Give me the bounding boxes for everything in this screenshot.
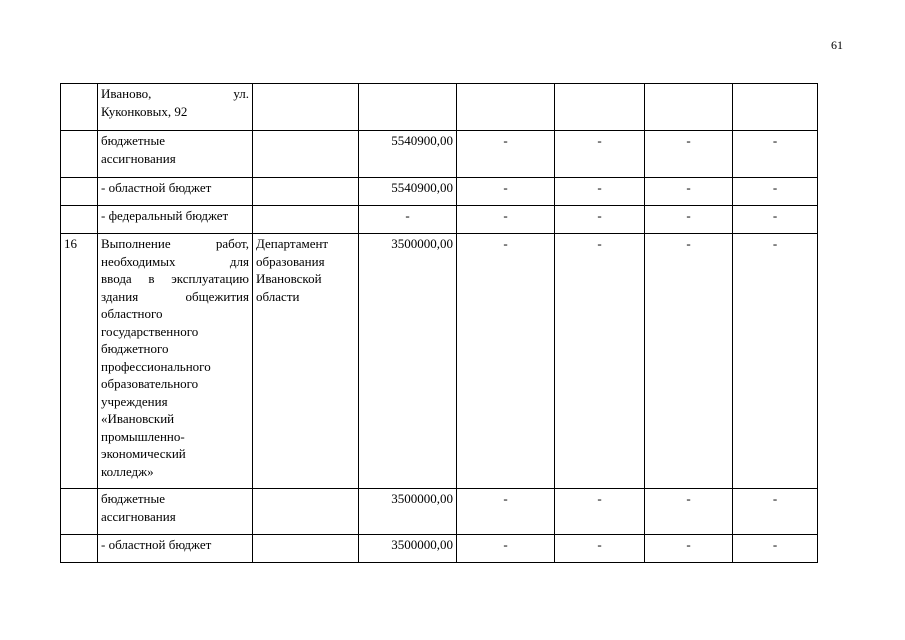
description-line: профессионального	[101, 358, 211, 374]
executor-line: образования	[256, 253, 325, 269]
description-cell	[98, 178, 253, 206]
description-cell	[98, 206, 253, 234]
description-line: ввода в эксплуатацию	[101, 271, 249, 286]
description-line: - федеральный бюджет	[101, 208, 229, 223]
year-cell: -	[645, 131, 733, 178]
table-row	[61, 131, 818, 178]
description-cell	[98, 234, 253, 489]
description-line: бюджетного	[101, 341, 169, 356]
executor-cell	[253, 206, 359, 234]
year-cell: -	[733, 178, 818, 206]
description-line: промышленно-	[101, 428, 185, 444]
description-line: - областной бюджет	[101, 180, 212, 195]
year-cell: -	[457, 178, 555, 206]
year-cell: -	[555, 489, 645, 535]
executor-cell	[253, 178, 359, 206]
row-number-cell: 16	[61, 234, 98, 489]
row-number-cell	[61, 178, 98, 206]
year-cell: -	[457, 206, 555, 234]
year-cell: -	[733, 206, 818, 234]
description-line: Иваново, ул.	[101, 86, 249, 101]
description-line: бюджетные	[101, 491, 166, 506]
table-row	[61, 84, 818, 131]
executor-cell	[253, 535, 359, 563]
amount-cell	[359, 84, 457, 131]
description-line: ассигнования	[101, 150, 176, 166]
description-line: учреждения	[101, 393, 168, 409]
executor-cell	[253, 489, 359, 535]
table-row	[61, 178, 818, 206]
description-cell	[98, 535, 253, 563]
description-line: - областной бюджет	[101, 537, 212, 552]
row-number-cell	[61, 84, 98, 131]
year-cell: -	[555, 131, 645, 178]
year-cell: -	[645, 178, 733, 206]
year-cell: -	[457, 234, 555, 489]
year-cell: -	[457, 535, 555, 563]
amount-cell: -	[359, 206, 457, 234]
amount-cell: 5540900,00	[359, 178, 457, 206]
year-cell	[555, 84, 645, 131]
executor-cell	[253, 234, 359, 489]
description-line: Выполнение работ,	[101, 236, 249, 251]
year-cell: -	[555, 234, 645, 489]
description-line: здания общежития	[101, 288, 249, 304]
row-number-cell	[61, 131, 98, 178]
year-cell: -	[555, 206, 645, 234]
description-line: областного	[101, 306, 163, 321]
year-cell	[457, 84, 555, 131]
description-line: государственного	[101, 323, 199, 339]
year-cell: -	[457, 489, 555, 535]
description-line: экономический	[101, 446, 186, 461]
year-cell	[733, 84, 818, 131]
table-row	[61, 535, 818, 563]
description-line: необходимых для	[101, 253, 249, 269]
amount-cell: 3500000,00	[359, 535, 457, 563]
description-cell	[98, 489, 253, 535]
year-cell: -	[645, 535, 733, 563]
row-number-cell	[61, 535, 98, 563]
year-cell: -	[457, 131, 555, 178]
year-cell: -	[645, 206, 733, 234]
description-line: бюджетные	[101, 133, 166, 148]
amount-cell: 5540900,00	[359, 131, 457, 178]
page-number: 61	[831, 38, 843, 52]
description-cell	[98, 84, 253, 131]
row-number-cell	[61, 489, 98, 535]
description-line: колледж»	[101, 463, 154, 479]
year-cell: -	[733, 535, 818, 563]
year-cell: -	[555, 535, 645, 563]
table-row	[61, 489, 818, 535]
executor-line: области	[256, 288, 300, 304]
budget-table	[60, 83, 818, 563]
description-cell	[98, 131, 253, 178]
amount-cell: 3500000,00	[359, 489, 457, 535]
amount-cell: 3500000,00	[359, 234, 457, 489]
description-line: «Ивановский	[101, 411, 175, 426]
executor-cell	[253, 84, 359, 131]
table-row	[61, 234, 818, 489]
year-cell: -	[555, 178, 645, 206]
executor-line: Ивановской	[256, 271, 322, 286]
year-cell: -	[733, 489, 818, 535]
description-line: образовательного	[101, 376, 199, 391]
row-number-cell	[61, 206, 98, 234]
year-cell: -	[733, 234, 818, 489]
executor-line: Департамент	[256, 236, 329, 251]
table-row	[61, 206, 818, 234]
description-line: ассигнования	[101, 508, 176, 524]
year-cell: -	[645, 489, 733, 535]
executor-cell	[253, 131, 359, 178]
year-cell: -	[733, 131, 818, 178]
year-cell	[645, 84, 733, 131]
year-cell: -	[645, 234, 733, 489]
description-line: Куконковых, 92	[101, 103, 188, 119]
